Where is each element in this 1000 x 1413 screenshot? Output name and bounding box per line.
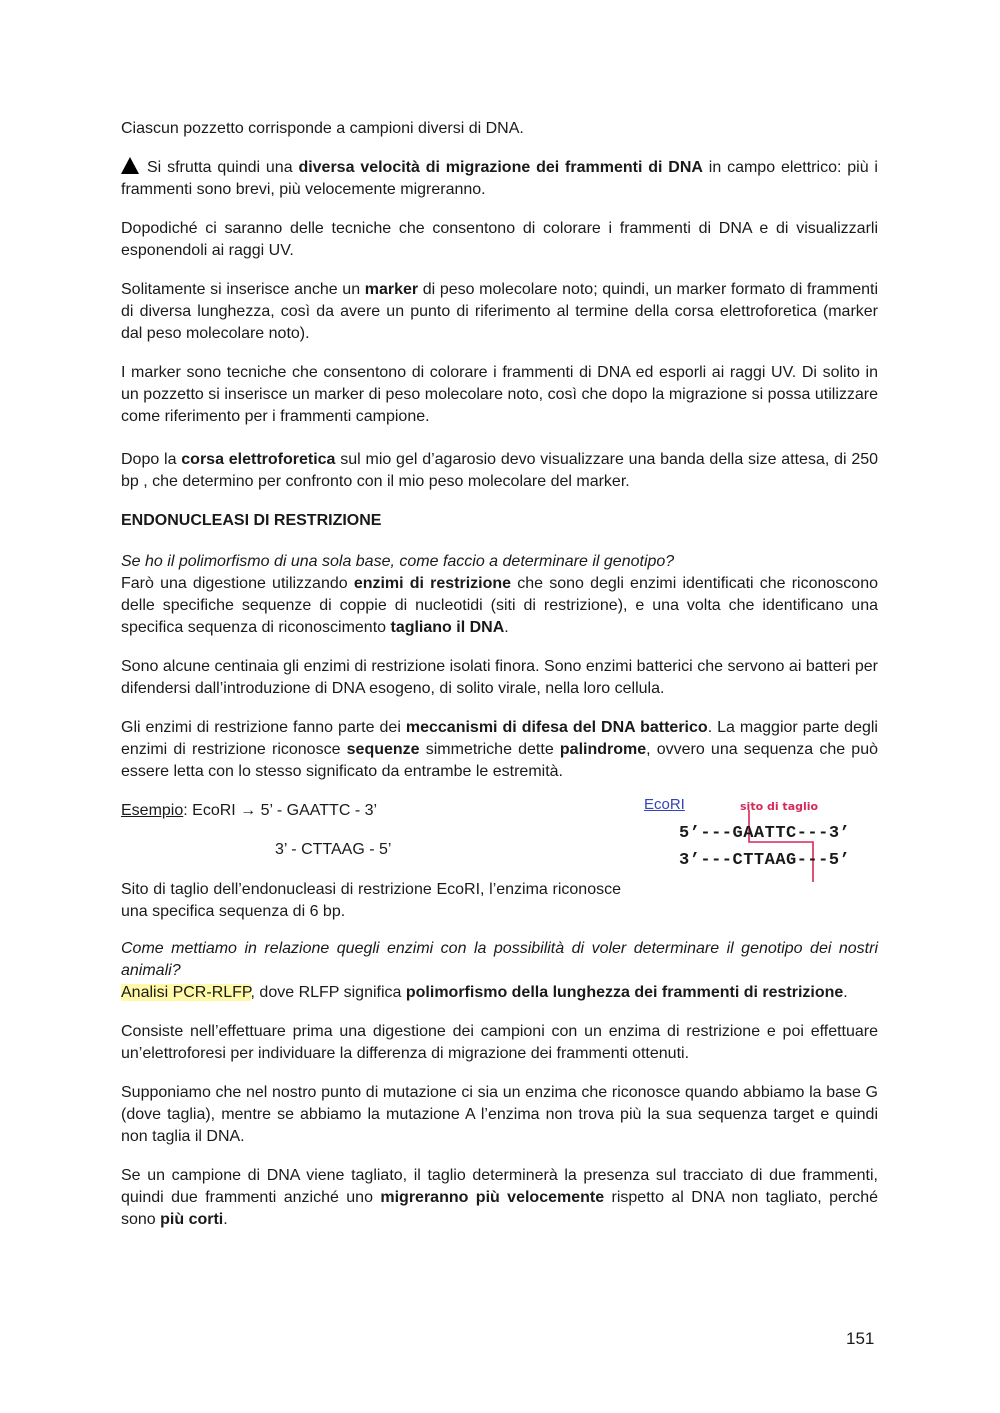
paragraph-8: Sono alcune centinaia gli enzimi di restrizione isolati finora. Sono enzimi batterici che servono ai batteri per difendersi dall’introduzione di DNA esogeno, di solito virale, nella loro cellula. — [121, 658, 878, 697]
paragraph-4: Solitamente si inserisce anche un marker di peso molecolare noto; quindi, un marker formato di frammenti di diversa lunghezza, così da avere un punto di riferimento al termine della corsa elettroforetica (marker dal peso molecolare noto). — [121, 281, 879, 342]
paragraph-11: Consiste nell’effettuare prima una digestione dei campioni con un enzima di restrizione e poi effettuare un’elettroforesi per individuare la differenza di migrazione dei frammenti ottenuti. — [121, 1023, 878, 1062]
paragraph-5: I marker sono tecniche che consentono di colorare i frammenti di DNA ed esporli ai raggi UV. Di solito in un pozzetto si inserisce un marker di peso molecolare noto, così che dopo la migrazione si possa utilizzare come riferimento per i frammenti campione. — [121, 364, 878, 425]
cut-site-label: sito di taglio — [740, 800, 819, 813]
example-description: Sito di taglio dell’endonucleasi di restrizione EcoRI, l’enzima riconosce una specifica sequenza di 6 bp. — [121, 881, 621, 920]
paragraph-2: Si sfrutta quindi una diversa velocità di migrazione dei frammenti di DNA in campo elettrico: più i frammenti sono brevi, più velocemente migreranno. — [121, 159, 878, 198]
sequence-bottom: 3’---CTTAAG---5’ — [679, 851, 851, 870]
ecori-link[interactable]: EcoRI — [644, 796, 685, 813]
paragraph-1: Ciascun pozzetto corrisponde a campioni diversi di DNA. — [121, 120, 524, 137]
page-number: 151 — [846, 1329, 875, 1348]
paragraph-10: Analisi PCR-RLFP, dove RLFP significa polimorfismo della lunghezza dei frammenti di restrizione. — [121, 984, 848, 1001]
question-1: Se ho il polimorfismo di una sola base, come faccio a determinare il genotipo? — [121, 553, 675, 570]
question-2: Come mettiamo in relazione quegli enzimi con la possibilità di voler determinare il genotipo dei nostri animali? — [121, 940, 878, 979]
document-page — [121, 118, 878, 1248]
warning-triangle-icon — [121, 157, 139, 174]
paragraph-3: Dopodiché ci saranno delle tecniche che consentono di colorare i frammenti di DNA e di visualizzarli esponendoli ai raggi UV. — [121, 220, 878, 259]
example-line-2: 3’ - CTTAAG - 5’ — [275, 841, 392, 858]
section-heading: ENDONUCLEASI DI RESTRIZIONE — [121, 512, 382, 529]
example-line-1: Esempio: EcoRI → 5’ - GAATTC - 3’ — [121, 802, 378, 819]
paragraph-13: Se un campione di DNA viene tagliato, il taglio determinerà la presenza sul tracciato di due frammenti, quindi due frammenti anziché uno migreranno più velocemente rispetto al DNA non tagliato, perché sono più corti. — [121, 1167, 878, 1228]
paragraph-6: Dopo la corsa elettroforetica sul mio gel d’agarosio devo visualizzare una banda della size attesa, di 250 bp , che determino per confronto con il mio peso molecolare del marker. — [121, 451, 879, 490]
paragraph-12: Supponiamo che nel nostro punto di mutazione ci sia un enzima che riconosce quando abbiamo la base G (dove taglia), mentre se abbiamo la mutazione A l’enzima non trova più la sua sequenza target e quindi non taglia il DNA. — [121, 1084, 878, 1145]
paragraph-7: Farò una digestione utilizzando enzimi di restrizione che sono degli enzimi identificati che riconoscono delle specifiche sequenze di coppie di nucleotidi (siti di restrizione), e una volta che identificano una specifica sequenza di riconoscimento tagliano il DNA. — [121, 575, 879, 636]
sequence-top: 5’---GAATTC---3’ — [679, 824, 851, 843]
example-block — [121, 796, 878, 930]
ecori-figure — [643, 794, 883, 894]
paragraph-9: Gli enzimi di restrizione fanno parte dei meccanismi di difesa del DNA batterico. La maggior parte degli enzimi di restrizione riconosce sequenze simmetriche dette palindrome, ovvero una sequenza che può essere letta con lo stesso significato da entrambe le estremità. — [121, 719, 879, 780]
